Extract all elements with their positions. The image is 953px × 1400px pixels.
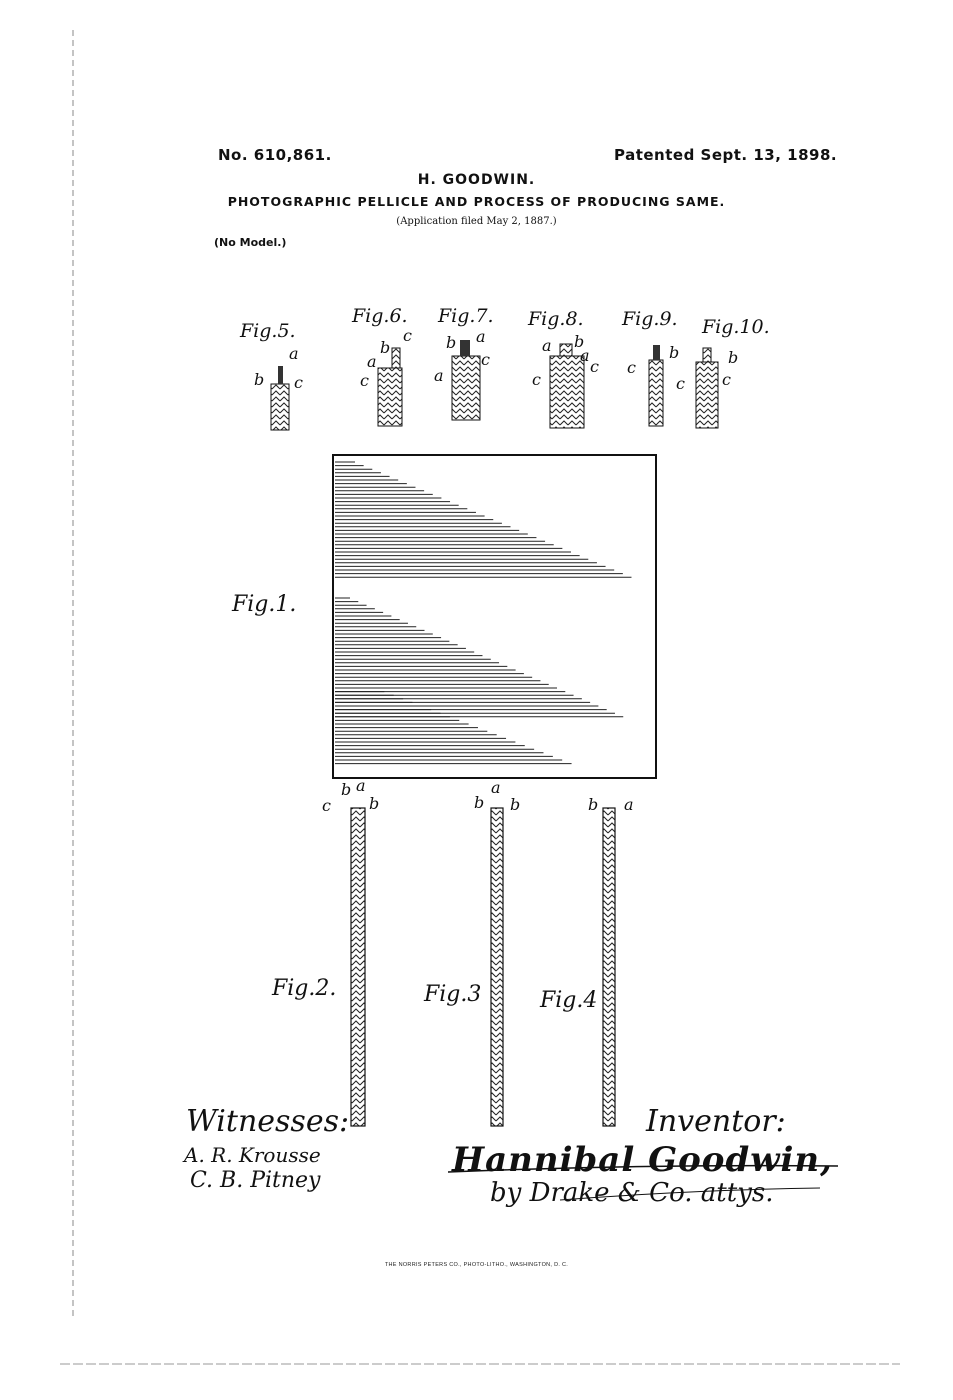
ref-letter-b: b [588, 795, 599, 814]
patent-date: Patented Sept. 13, 1898. [614, 146, 838, 164]
ref-letter-a: a [356, 776, 366, 795]
witnesses-label: Witnesses: [186, 1104, 350, 1139]
ref-letter-c: c [403, 326, 412, 345]
application-date: (Application filed May 2, 1887.) [396, 216, 557, 227]
fig9-label: Fig.9. [622, 308, 678, 330]
fig3-strip [491, 808, 503, 1126]
witness-signature-2: C. B. Pitney [190, 1168, 321, 1193]
ref-letter-c: c [481, 350, 490, 369]
ref-letter-c: c [627, 358, 636, 377]
ref-letter-b: b [380, 338, 391, 357]
patent-number: No. 610,861. [218, 146, 332, 164]
ref-letter-b: b [669, 343, 680, 362]
fig4-label: Fig.4 [540, 988, 598, 1013]
ref-letter-c: c [590, 357, 599, 376]
fig7-section [452, 340, 480, 420]
fig1-label: Fig.1. [232, 592, 297, 617]
model-note: (No Model.) [214, 236, 287, 249]
ref-letter-b: b [254, 370, 265, 389]
fig7-label: Fig.7. [438, 305, 494, 327]
ref-letter-c: c [322, 796, 331, 815]
ref-letter-b: b [510, 795, 521, 814]
ref-letter-b: b [446, 333, 457, 352]
fig5-section [271, 366, 289, 430]
fig8-label: Fig.8. [528, 308, 584, 330]
fig4-strip [603, 808, 615, 1126]
ref-letter-a: a [542, 336, 552, 355]
ref-letter-a: a [491, 778, 501, 797]
ref-letter-b: b [574, 332, 585, 351]
ref-letter-b: b [369, 794, 380, 813]
inventor-signature: Hannibal Goodwin, [452, 1140, 833, 1180]
witness-signature-1: A. R. Krousse [184, 1143, 321, 1167]
ref-letter-b: b [474, 793, 485, 812]
ref-letter-b: b [728, 348, 739, 367]
fig5-label: Fig.5. [240, 320, 296, 342]
ref-letter-c: c [722, 370, 731, 389]
ref-letter-a: a [367, 352, 377, 371]
ref-letter-c: c [532, 370, 541, 389]
fig9-section [649, 345, 663, 426]
fig8-section [550, 344, 584, 428]
ref-letter-c: c [676, 374, 685, 393]
fig2-label: Fig.2. [272, 976, 337, 1001]
attorneys-signature: by Drake & Co. attys. [490, 1178, 774, 1208]
ref-letter-a: a [289, 344, 299, 363]
fig6-label: Fig.6. [352, 305, 408, 327]
inventor-name: H. GOODWIN. [417, 172, 536, 188]
ref-letter-a: a [434, 366, 444, 385]
inventor-label: Inventor: [646, 1104, 786, 1139]
ref-letter-b: b [341, 780, 352, 799]
ref-letter-c: c [360, 371, 369, 390]
ref-letter-a: a [580, 346, 590, 365]
ref-letter-a: a [624, 795, 634, 814]
fig2-strip [351, 808, 365, 1126]
patent-title: PHOTOGRAPHIC PELLICLE AND PROCESS OF PRODUCING SAME. [227, 194, 726, 209]
ref-letter-c: c [294, 373, 303, 392]
ref-letter-a: a [476, 327, 486, 346]
fig1-square [333, 455, 656, 778]
lithographer-imprint: THE NORRIS PETERS CO., PHOTO-LITHO., WASHINGTON, D. C. [384, 1262, 569, 1268]
fig10-section [696, 348, 718, 428]
fig10-label: Fig.10. [702, 316, 770, 338]
fig3-label: Fig.3 [424, 982, 482, 1007]
fig6-section [378, 348, 402, 426]
